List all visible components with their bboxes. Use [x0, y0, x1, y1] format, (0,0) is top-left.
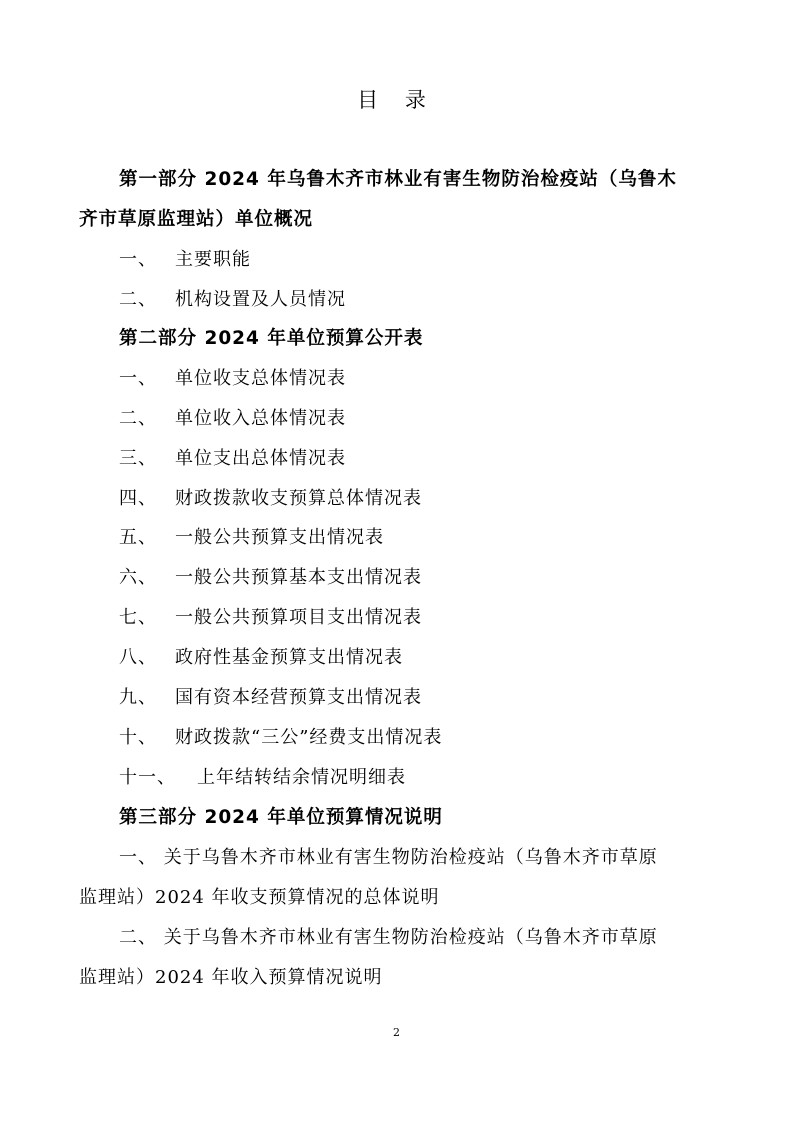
toc-item-line2: 监理站）2024 年收入预算情况说明	[79, 967, 383, 988]
toc-item-text: 上年结转结余情况明细表	[197, 767, 406, 788]
toc-item-text: 一般公共预算项目支出情况表	[175, 607, 422, 628]
toc-item	[119, 646, 403, 670]
toc-item-number: 五、	[119, 527, 157, 548]
toc-item-number: 八、	[119, 647, 157, 668]
toc-item	[119, 526, 384, 550]
page-title: 目 录	[357, 88, 436, 112]
toc-item	[119, 686, 422, 710]
toc-item	[119, 407, 346, 431]
toc-item-text: 政府性基金预算支出情况表	[175, 647, 403, 668]
toc-item-number: 四、	[119, 488, 157, 509]
toc-item-number: 十一、	[119, 767, 176, 788]
page-number: 2	[393, 1026, 400, 1039]
toc-item-number: 六、	[119, 567, 157, 588]
toc-item-line2: 监理站）2024 年收支预算情况的总体说明	[79, 887, 440, 908]
toc-item-text: 一般公共预算支出情况表	[175, 527, 384, 548]
toc-item-number: 一、	[119, 249, 157, 270]
toc-item-text: 单位收入总体情况表	[175, 408, 346, 429]
toc-item-number: 三、	[119, 448, 157, 469]
toc-item	[119, 726, 442, 750]
toc-item	[119, 367, 346, 391]
toc-item-line1: 二、 关于乌鲁木齐市林业有害生物防治检疫站（乌鲁木齐市草原	[119, 927, 658, 948]
toc-item	[119, 487, 422, 511]
toc-item-text: 财政拨款“三公”经费支出情况表	[175, 727, 443, 748]
toc-item	[119, 288, 346, 312]
toc-item-number: 二、	[119, 289, 157, 310]
toc-item	[119, 606, 422, 630]
toc-item-text: 机构设置及人员情况	[175, 289, 346, 310]
toc-item-number: 十、	[119, 727, 157, 748]
toc-item-number: 一、	[119, 368, 157, 389]
part1-heading-line1: 第一部分 2024 年乌鲁木齐市林业有害生物防治检疫站（乌鲁木	[119, 169, 677, 190]
part1-heading-line2: 齐市草原监理站）单位概况	[79, 209, 314, 230]
toc-item	[119, 447, 346, 471]
toc-item-text: 财政拨款收支预算总体情况表	[175, 488, 422, 509]
toc-item-text: 一般公共预算基本支出情况表	[175, 567, 422, 588]
part2-heading: 第二部分 2024 年单位预算公开表	[119, 328, 424, 349]
toc-item-text: 单位收支总体情况表	[175, 368, 346, 389]
toc-item	[119, 566, 422, 590]
toc-item-text: 国有资本经营预算支出情况表	[175, 687, 422, 708]
part3-heading: 第三部分 2024 年单位预算情况说明	[119, 807, 443, 828]
toc-item-text: 单位支出总体情况表	[175, 448, 346, 469]
toc-item-number: 二、	[119, 408, 157, 429]
toc-item-number: 九、	[119, 687, 157, 708]
toc-item-text: 主要职能	[175, 249, 251, 270]
toc-item	[119, 766, 406, 790]
toc-item-line1: 一、 关于乌鲁木齐市林业有害生物防治检疫站（乌鲁木齐市草原	[119, 847, 658, 868]
toc-item-number: 七、	[119, 607, 157, 628]
toc-item	[119, 248, 251, 272]
